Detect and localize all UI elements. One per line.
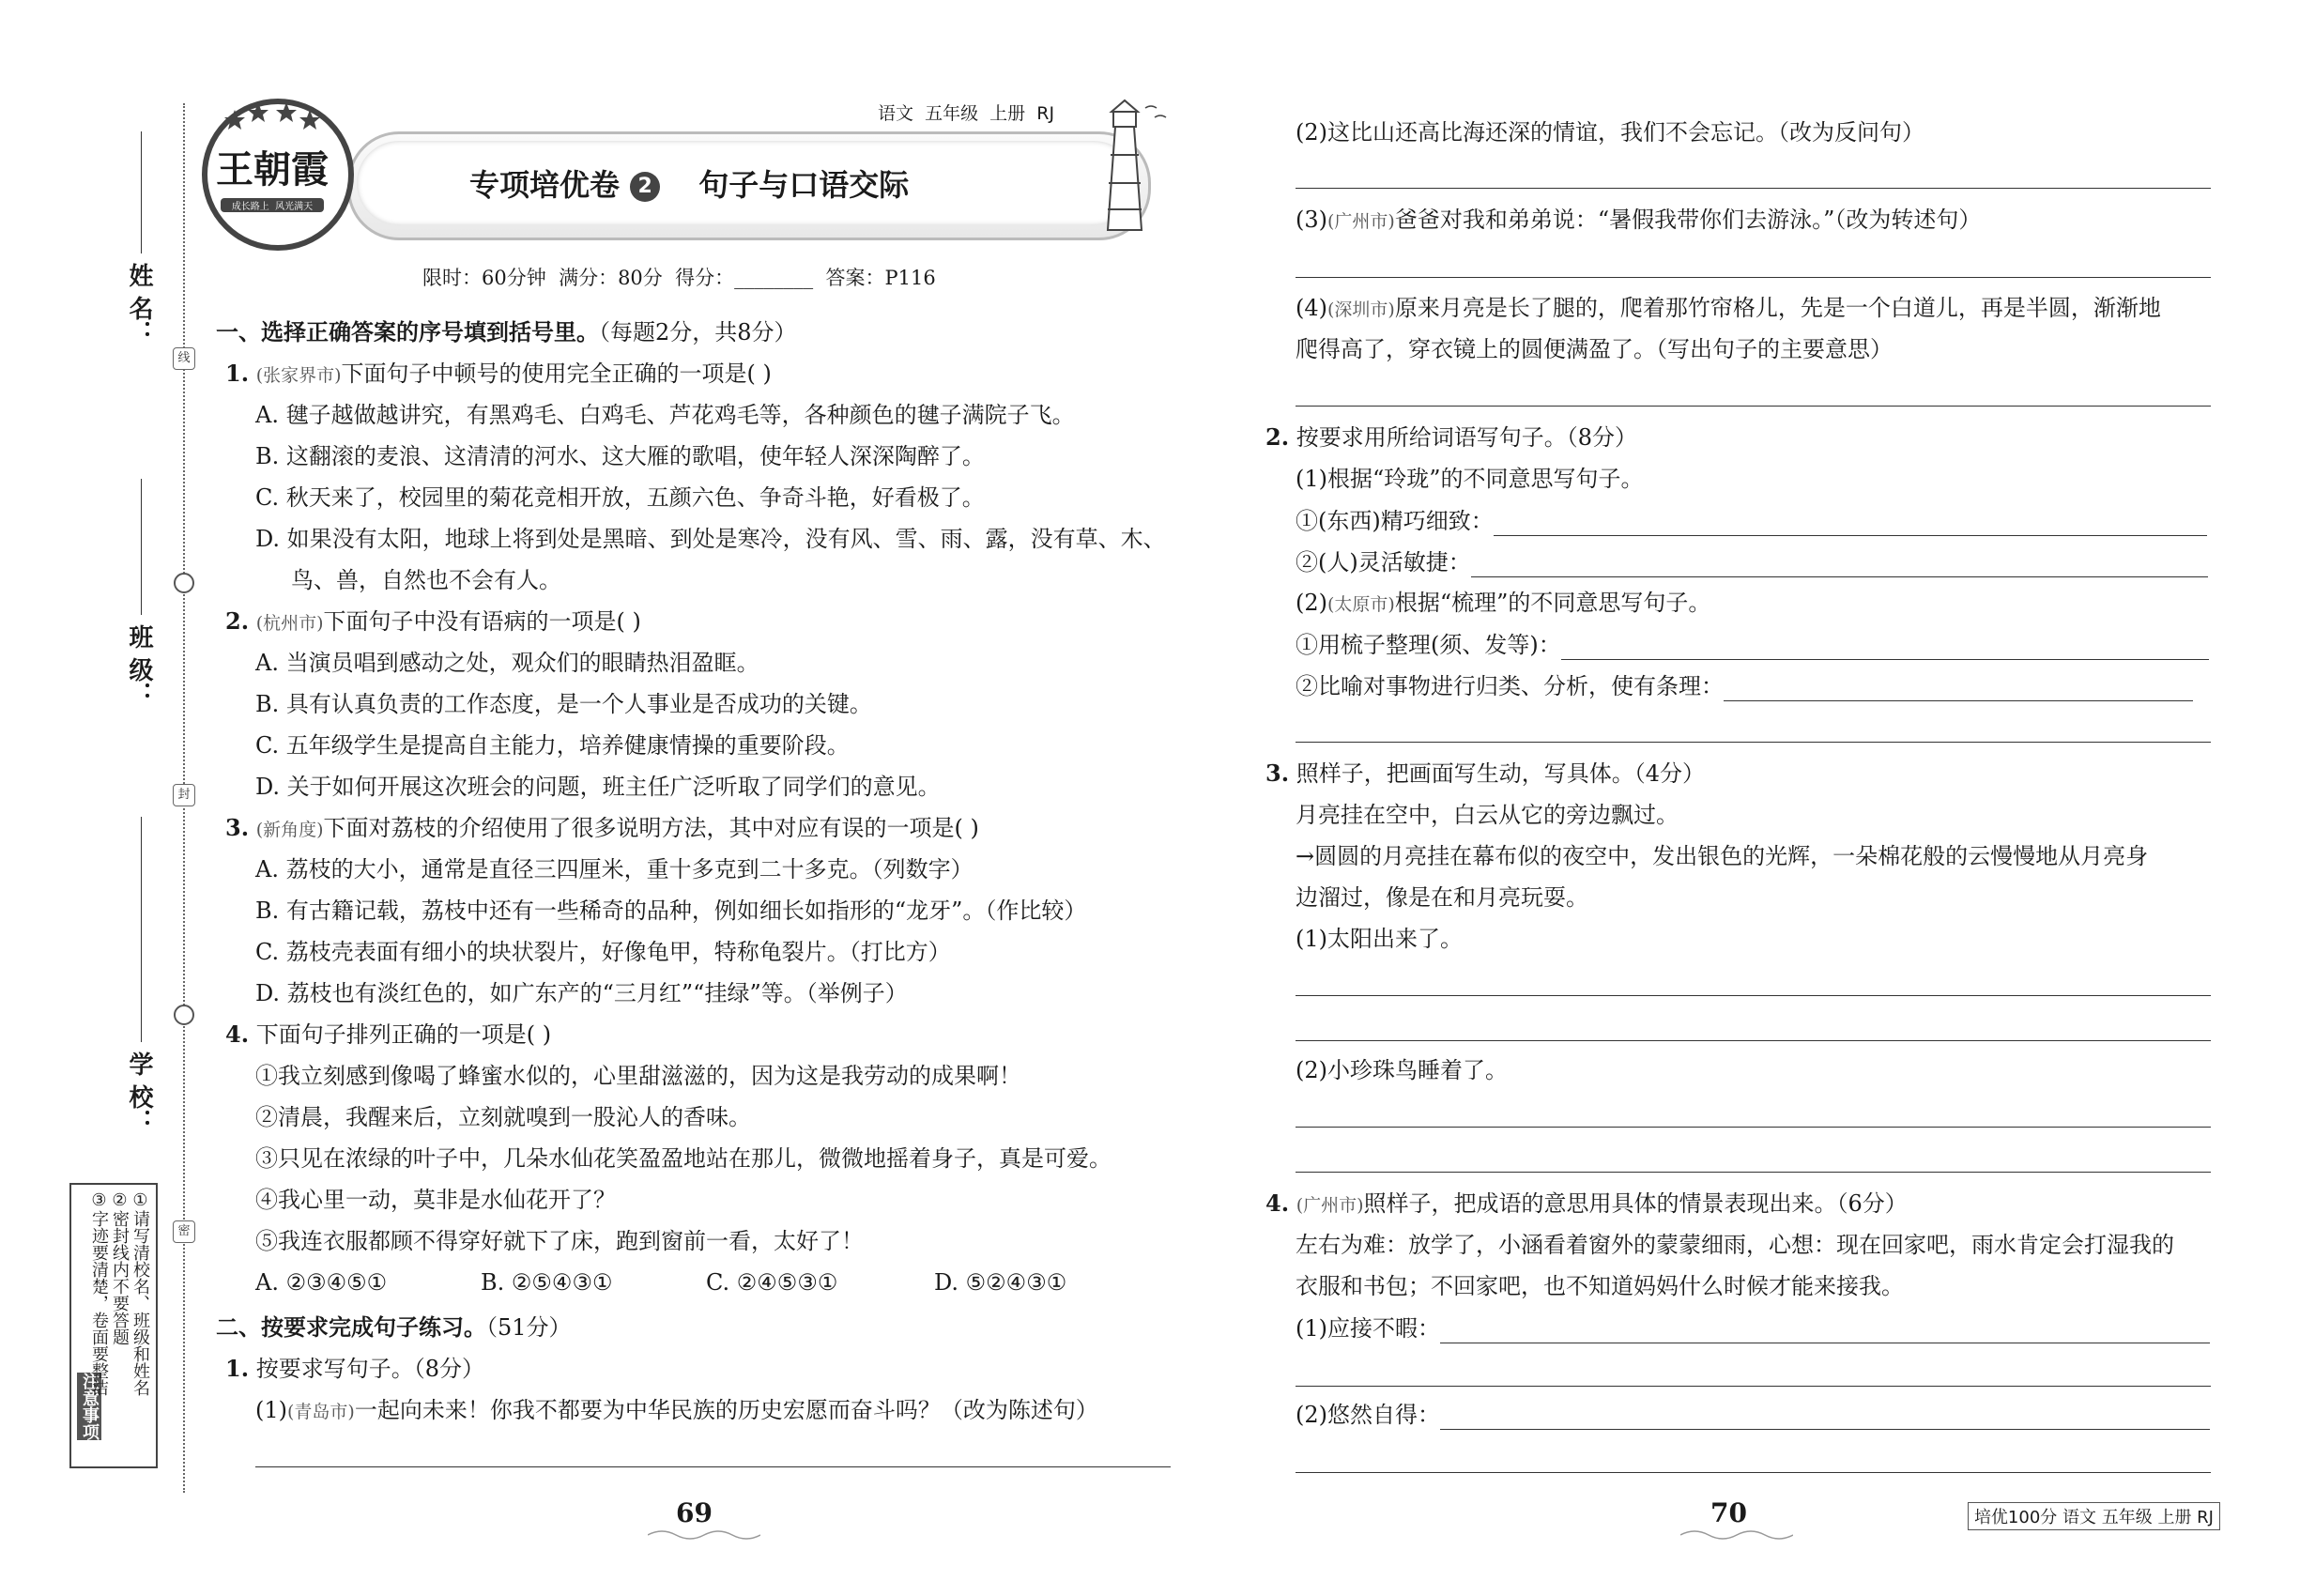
answer-line[interactable] <box>1296 742 2211 743</box>
exam-meta: 限时：60分钟 满分：80分 得分：________ 答案：P116 <box>422 267 936 289</box>
lighthouse-icon <box>1080 99 1173 239</box>
seal-seal-mark: 封 <box>173 784 195 806</box>
answer-line[interactable] <box>1724 670 2193 701</box>
q1-option-c[interactable]: C. 秋天来了，校园里的菊花竞相开放，五颜六色、争奇斗艳，好看极了。 <box>255 484 985 511</box>
part-3-item-2: (2)小珍珠鸟睡着了。 <box>1296 1057 1508 1083</box>
q2-option-c[interactable]: C. 五年级学生是提高自主能力，培养健康情操的重要阶段。 <box>255 732 850 759</box>
section-2-heading: 二、按要求完成句子练习。（51分） <box>216 1314 572 1341</box>
name-label: 姓 名： <box>125 263 153 345</box>
page-title <box>469 161 909 205</box>
part-2-item-2a: ①用梳子整理(须、发等)： <box>1296 629 2209 660</box>
part-4-example: 左右为难：放学了，小涵看着窗外的蒙蒙细雨，心想：现在回家吧，雨水肯定会打湿我的 <box>1296 1232 2174 1258</box>
answer-line[interactable] <box>1296 1386 2211 1387</box>
grade-info: 语文 五年级 上册 RJ <box>878 103 1055 124</box>
brand-logo <box>202 99 354 251</box>
q4-option-d[interactable]: D. ⑤②④③① <box>934 1269 1067 1296</box>
title-number-badge: 2 <box>630 172 660 202</box>
series-tag: 培优100分 语文 五年级 上册 RJ <box>1968 1502 2220 1530</box>
page-number-right: 70 <box>1710 1497 1747 1528</box>
class-label: 班 级： <box>125 624 153 707</box>
q1-option-d[interactable]: D. 如果没有太阳，地球上将到处是黑暗、到处是寒冷，没有风、雪、雨、露，没有草、木、 <box>255 526 1166 552</box>
q4-option-c[interactable]: C. ②④⑤③① <box>706 1269 838 1296</box>
gear-icon <box>174 1005 194 1025</box>
page-wave-decoration <box>1680 1526 1793 1544</box>
section-1-heading: 一、选择正确答案的序号填到括号里。（每题2分，共8分） <box>216 319 797 345</box>
school-label: 学 校： <box>125 1051 153 1134</box>
part-1-item-1: (1)(青岛市)一起向未来！你我不都要为中华民族的历史宏愿而奋斗吗？（改为陈述句） <box>255 1397 1098 1423</box>
part-4: 4. (广州市)照样子，把成语的意思用具体的情景表现出来。（6分） <box>1265 1189 1908 1217</box>
answer-line[interactable] <box>1296 188 2211 189</box>
logo-text: 王朝霞 <box>216 147 329 192</box>
q3-option-d[interactable]: D. 荔枝也有淡红色的，如广东产的“三月红”“挂绿”等。（举例子） <box>255 980 908 1006</box>
part-2-item-2: (2)(太原市)根据“梳理”的不同意思写句子。 <box>1296 590 1711 616</box>
q4-option-b[interactable]: B. ②⑤④③① <box>481 1269 613 1296</box>
answer-line[interactable] <box>1296 277 2211 278</box>
name-blank[interactable] <box>141 131 142 253</box>
answer-line[interactable] <box>1296 1472 2211 1473</box>
school-blank[interactable] <box>141 817 142 1042</box>
notice-title: 注意事项 <box>77 1373 101 1440</box>
seal-secret-mark: 密 <box>173 1220 195 1243</box>
part-3-item-1: (1)太阳出来了。 <box>1296 926 1463 952</box>
page-wave-decoration <box>648 1526 760 1544</box>
q1-option-d-cont: 鸟、兽，自然也不会有人。 <box>291 567 561 593</box>
q4-sentence: ②清晨，我醒来后，立刻就嗅到一股沁人的香味。 <box>255 1104 751 1130</box>
part-4-item-1: (1)应接不暇： <box>1296 1312 2210 1343</box>
part-1: 1. 按要求写句子。（8分） <box>225 1355 484 1382</box>
part-3-example: →圆圆的月亮挂在幕布似的夜空中，发出银色的光辉，一朵棉花般的云慢慢地从月亮身 <box>1296 843 2149 869</box>
q2-option-a[interactable]: A. 当演员唱到感动之处，观众们的眼睛热泪盈眶。 <box>255 650 759 676</box>
q2-option-b[interactable]: B. 具有认真负责的工作态度，是一个人事业是否成功的关键。 <box>255 691 872 717</box>
part-1-item-3: (3)(广州市)爸爸对我和弟弟说：“暑假我带你们去游泳。”（改为转述句） <box>1296 207 1982 233</box>
gear-icon <box>174 573 194 593</box>
seal-line-mark: 线 <box>173 347 195 370</box>
part-2-item-1: (1)根据“玲珑”的不同意思写句子。 <box>1296 466 1644 492</box>
notice-item: ③字迹要清楚，卷面要整洁 <box>89 1190 109 1396</box>
q4-option-a[interactable]: A. ②③④⑤① <box>255 1269 388 1296</box>
answer-line[interactable] <box>1296 1127 2211 1128</box>
class-blank[interactable] <box>141 479 142 615</box>
part-2-item-1b: ②(人)灵活敏捷： <box>1296 546 2208 577</box>
q1-option-a[interactable]: A. 毽子越做越讲究，有黑鸡毛、白鸡毛、芦花鸡毛等，各种颜色的毽子满院子飞。 <box>255 402 1075 428</box>
answer-line[interactable] <box>1494 505 2207 536</box>
answer-line[interactable] <box>1440 1312 2210 1343</box>
q1-option-b[interactable]: B. 这翻滚的麦浪、这清清的河水、这大雁的歌唱，使年轻人深深陶醉了。 <box>255 443 985 469</box>
question-2: 2. (杭州市)下面句子中没有语病的一项是( ) <box>225 607 641 635</box>
page-number-left: 69 <box>676 1497 713 1528</box>
part-2-item-1a: ①(东西)精巧细致： <box>1296 505 2207 536</box>
part-1-item-4-cont: 爬得高了，穿衣镜上的圆便满盈了。（写出句子的主要意思） <box>1296 336 1893 362</box>
answer-line[interactable] <box>1471 546 2208 577</box>
question-1: 1. (张家界市)下面句子中顿号的使用完全正确的一项是( ) <box>225 360 772 387</box>
q4-sentence: ①我立刻感到像喝了蜂蜜水似的，心里甜滋滋的，因为这是我劳动的成果啊！ <box>255 1063 1021 1089</box>
part-2-item-2b: ②比喻对事物进行归类、分析，使有条理： <box>1296 670 2193 701</box>
part-3-example: 边溜过，像是在和月亮玩耍。 <box>1296 884 1588 911</box>
q3-option-a[interactable]: A. 荔枝的大小，通常是直径三四厘米，重十多克到二十多克。（列数字） <box>255 856 974 882</box>
part-3-example: 月亮挂在空中，白云从它的旁边飘过。 <box>1296 802 1679 828</box>
part-4-example: 衣服和书包；不回家吧，也不知道妈妈什么时候才能来接我。 <box>1296 1273 1904 1299</box>
title-prefix: 专项培优卷 <box>469 167 621 203</box>
answer-line[interactable] <box>1296 995 2211 996</box>
logo-badge: 成长路上 风光满天 <box>221 198 324 212</box>
part-4-item-2: (2)悠然自得： <box>1296 1399 2210 1430</box>
part-1-item-2: (2)这比山还高比海还深的情谊，我们不会忘记。（改为反问句） <box>1296 119 1924 146</box>
answer-line[interactable] <box>1440 1399 2210 1430</box>
q4-sentence: ④我心里一动，莫非是水仙花开了？ <box>255 1187 616 1213</box>
part-2: 2. 按要求用所给词语写句子。（8分） <box>1265 423 1637 451</box>
q2-option-d[interactable]: D. 关于如何开展这次班会的问题，班主任广泛听取了同学们的意见。 <box>255 774 941 800</box>
answer-line[interactable] <box>255 1466 1171 1467</box>
part-1-item-4: (4)(深圳市)原来月亮是长了腿的，爬着那竹帘格儿，先是一个白道儿，再是半圆，渐渐地 <box>1296 295 2161 321</box>
answer-line[interactable] <box>1296 1040 2211 1041</box>
q4-sentence: ⑤我连衣服都顾不得穿好就下了床，跑到窗前一看，太好了！ <box>255 1228 864 1254</box>
q3-option-b[interactable]: B. 有古籍记载，荔枝中还有一些稀奇的品种，例如细长如指形的“龙牙”。（作比较） <box>255 898 1087 924</box>
question-3: 3. (新角度)下面对荔枝的介绍使用了很多说明方法，其中对应有误的一项是( ) <box>225 814 979 841</box>
part-3: 3. 照样子，把画面写生动，写具体。（4分） <box>1265 760 1705 787</box>
answer-line[interactable] <box>1561 629 2209 660</box>
title-main: 句子与口语交际 <box>698 167 910 203</box>
notice-item: ①请写清校名、班级和姓名 <box>130 1190 150 1396</box>
notice-item: ②密封线内不要答题 <box>110 1190 130 1345</box>
question-4: 4. 下面句子排列正确的一项是( ) <box>225 1021 552 1048</box>
answer-line[interactable] <box>1296 1172 2211 1173</box>
answer-line[interactable] <box>1296 406 2211 407</box>
notice-box <box>69 1183 158 1468</box>
q4-sentence: ③只见在浓绿的叶子中，几朵水仙花笑盈盈地站在那儿，微微地摇着身子，真是可爱。 <box>255 1145 1112 1172</box>
q3-option-c[interactable]: C. 荔枝壳表面有细小的块状裂片，好像龟甲，特称龟裂片。（打比方） <box>255 939 951 965</box>
